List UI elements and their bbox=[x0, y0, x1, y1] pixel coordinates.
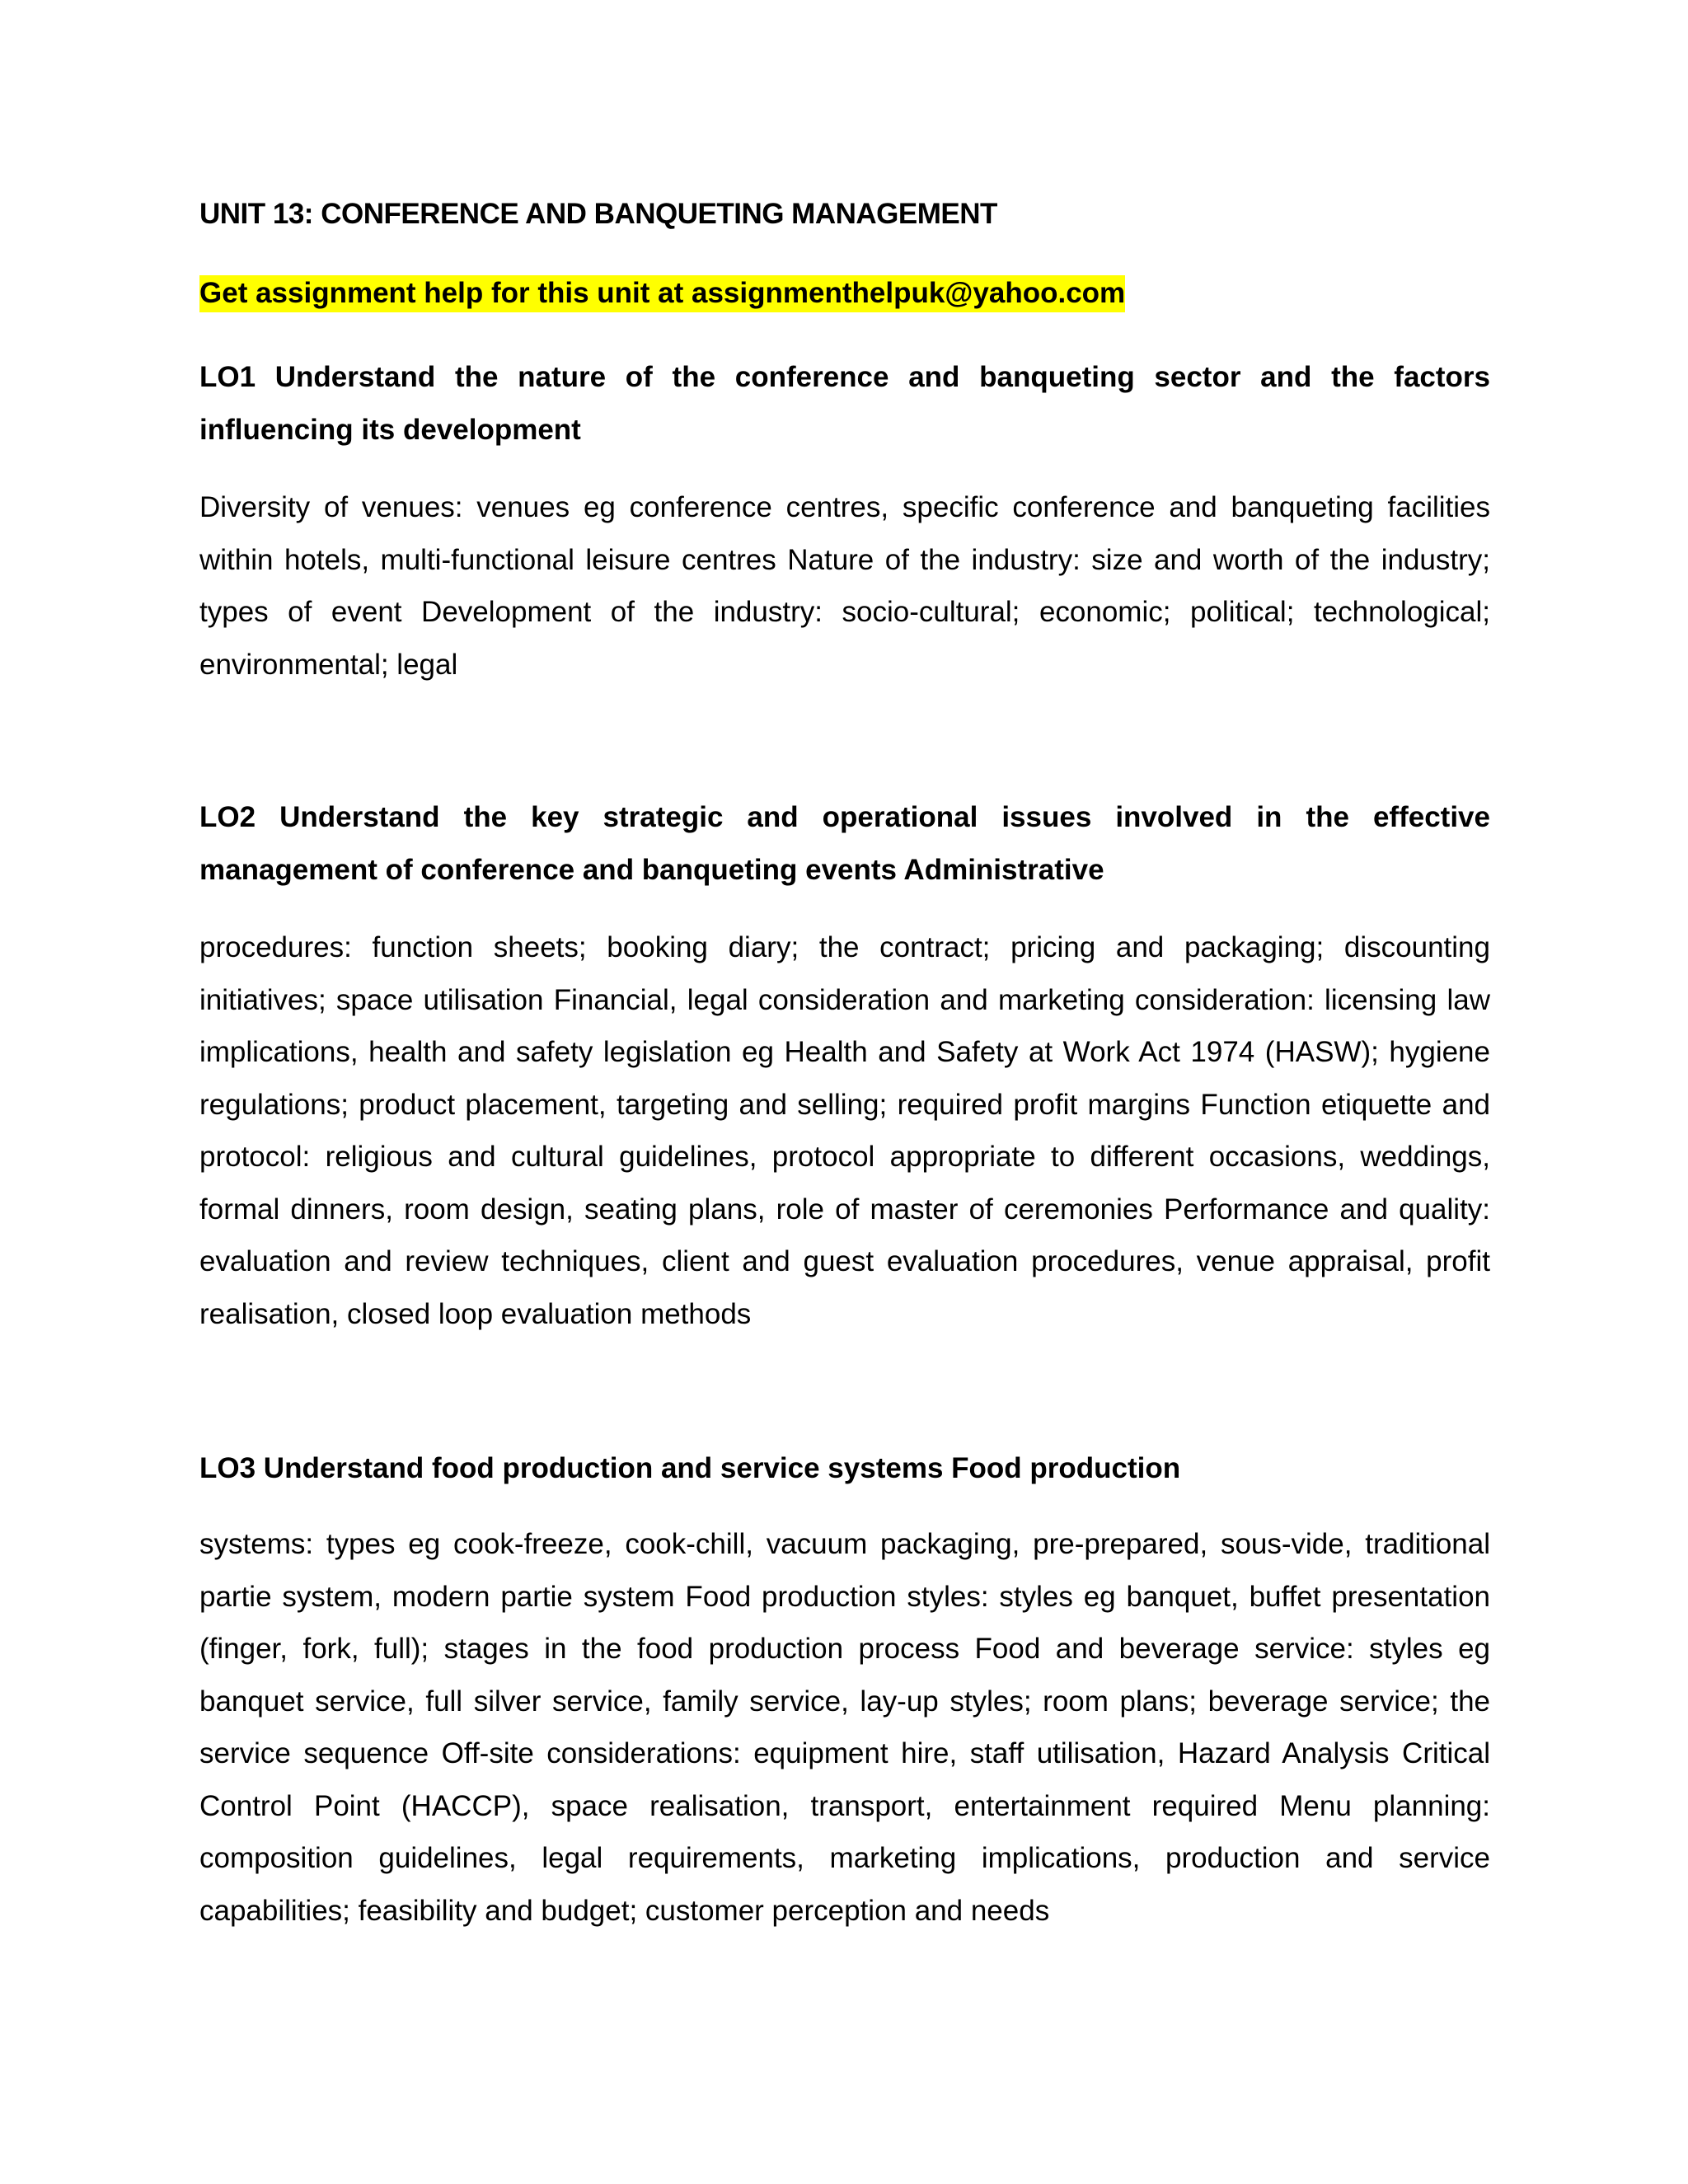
section-spacer bbox=[199, 1340, 1490, 1442]
unit-title: UNIT 13: CONFERENCE AND BANQUETING MANAGEMENT bbox=[199, 198, 997, 230]
assignment-help-line bbox=[199, 274, 1490, 313]
lo3-body: systems: types eg cook-freeze, cook-chill, vacuum packaging, pre-prepared, sous-vide, traditional partie system, modern partie system Food production styles: styles eg banquet, buffet presentation (finger, fork, full); stages in the food production process Food and beverage service: styles eg banquet service, full silver service, family service, lay-up styles; room plans; beverage service; the service sequence Off-site considerations: equipment hire, staff utilisation, Hazard Analysis Critical Control Point (HACCP), space realisation, transport, entertainment required Menu planning: composition guidelines, legal requirements, marketing implications, production and service capabilities; feasibility and budget; customer perception and needs bbox=[199, 1528, 1490, 1927]
lo3-heading: LO3 Understand food production and service systems Food production bbox=[199, 1452, 1181, 1484]
section-lo2 bbox=[199, 791, 1490, 1340]
document-page bbox=[199, 194, 1490, 1937]
lo1-body: Diversity of venues: venues eg conference centres, specific conference and banqueting facilities within hotels, multi-functional leisure centres Nature of the industry: size and worth of the industry; types of event Development of the industry: socio-cultural; economic; political; technological; environmental; legal bbox=[199, 491, 1490, 681]
lo2-heading: LO2 Understand the key strategic and operational issues involved in the effective management of conference and banqueting events Administrative bbox=[199, 801, 1490, 886]
lo2-body: procedures: function sheets; booking diary; the contract; pricing and packaging; discounting initiatives; space utilisation Financial, legal consideration and marketing consideration: licensing law implications, health and safety legislation eg Health and Safety at Work Act 1974 (HASW); hygiene regulations; product placement, targeting and selling; required profit margins Function etiquette and protocol: religious and cultural guidelines, protocol appropriate to different occasions, weddings, formal dinners, room design, seating plans, role of master of ceremonies Performance and quality: evaluation and review techniques, client and guest evaluation procedures, venue appraisal, profit realisation, closed loop evaluation methods bbox=[199, 931, 1490, 1330]
section-lo3 bbox=[199, 1442, 1490, 1937]
section-spacer bbox=[199, 691, 1490, 791]
highlighted-help-text: Get assignment help for this unit at assignmenthelpuk@yahoo.com bbox=[199, 275, 1125, 312]
section-lo1 bbox=[199, 351, 1490, 691]
lo1-heading: LO1 Understand the nature of the conference and banqueting sector and the factors influencing its development bbox=[199, 361, 1490, 446]
